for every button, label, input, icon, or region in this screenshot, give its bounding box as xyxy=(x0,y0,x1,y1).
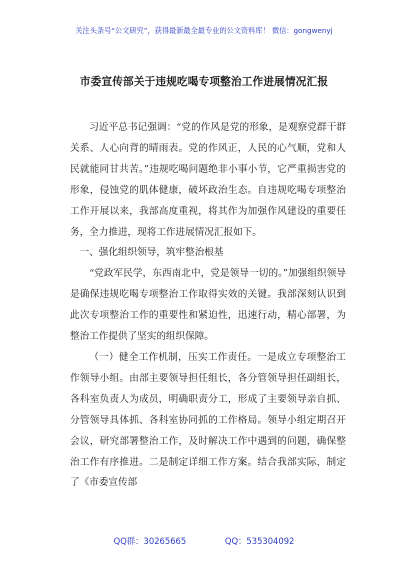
footer-qq: QQ：535304092 xyxy=(224,536,295,546)
document-title: 市委宣传部关于违规吃喝专项整治工作进展情况汇报 xyxy=(79,76,329,88)
intro-paragraph: 习近平总书记强调：“党的作风是党的形象，是观察党群干群关系、人心向背的晴雨表。党的作风正，人民的心气顺，党和人民就能同甘共苦。”违规吃喝问题绝非小事小节，它严重损害党的形象，侵蚀党的肌体健康，破坏政治生态。自违规吃喝专项整治工作开展以来，我部高度重视，将其作为加强作风建设的重要任务，全力推进，现将工作进展情况汇报如下。 xyxy=(70,122,346,238)
header-banner: 关注头条号“公文研究”，获得最新最全最专业的公文资料库！ 微信：gongwenyj xyxy=(75,26,333,35)
footer xyxy=(0,535,408,547)
body-paragraph: （一）健全工作机制，压实工作责任。一是成立专项整治工作领导小组。由部主要领导担任组长，各分管领导担任副组长，各科室负责人为成员，明确职责分工，形成了主要领导亲自抓、分管领导具体抓、各科室协同抓的工作格局。领导小组定期召开会议，研究部署整治工作，及时解决工作中遇到的问题，确保整治工作有序推进。二是制定详细工作方案。结合我部实际，制定了《市委宣传部 xyxy=(70,351,346,489)
document-body xyxy=(70,118,346,494)
body-paragraph: “党政军民学，东西南北中，党是领导一切的。”加强组织领导是确保违规吃喝专项整治工作取得实效的关键。我部深刻认识到此次专项整治工作的重要性和紧迫性，迅速行动，精心部署，为整治工作提供了坚实的组织保障。 xyxy=(70,268,346,343)
footer-qq-group: QQ群：30265665 xyxy=(113,536,187,546)
section-heading: 一、强化组织领导，筑牢整治根基 xyxy=(79,247,224,259)
